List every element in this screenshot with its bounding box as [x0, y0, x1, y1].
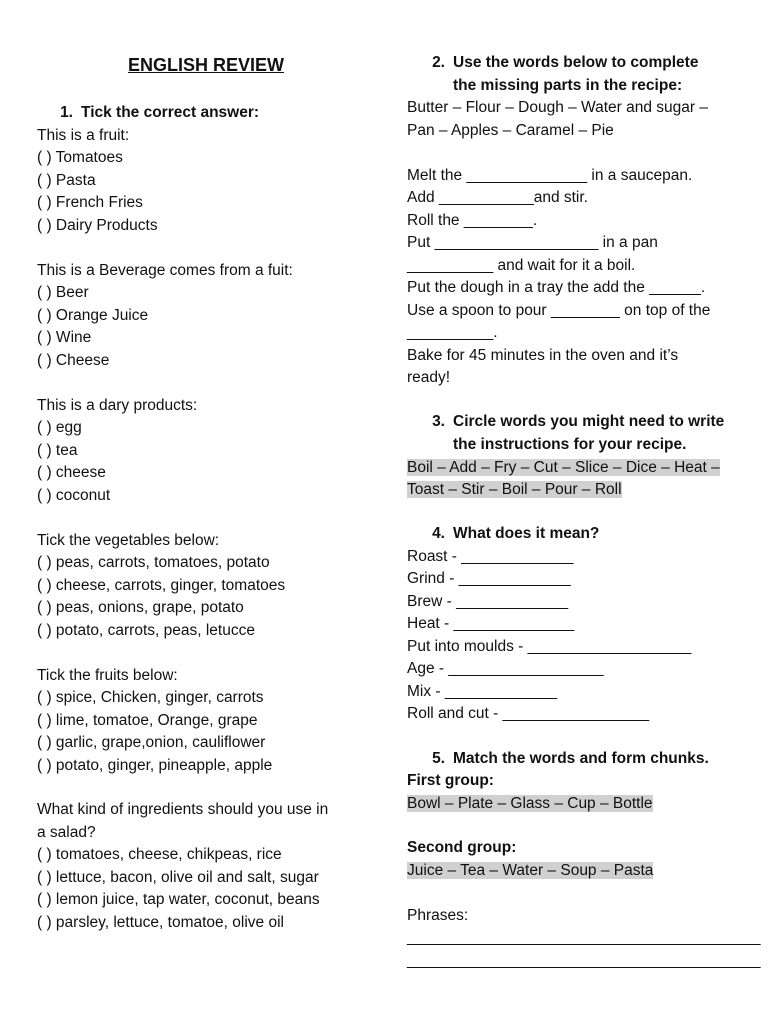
answer-option: ( ) garlic, grape,onion, cauliflower: [37, 734, 266, 751]
question-text: the missing parts in the recipe:: [453, 77, 683, 94]
definition-line: Mix - _____________: [407, 683, 557, 700]
recipe-line: __________.: [407, 324, 498, 341]
recipe-line: ready!: [407, 369, 451, 386]
answer-option: ( ) spice, Chicken, ginger, carrots: [37, 689, 264, 706]
question-number: 2.: [432, 54, 445, 71]
definition-line: Grind - _____________: [407, 570, 571, 587]
word-bank: Butter – Flour – Dough – Water and sugar –: [407, 99, 708, 116]
prompt-text: a salad?: [37, 824, 96, 841]
phrases-label: Phrases:: [407, 907, 469, 924]
question-number: 3.: [432, 413, 445, 430]
question-number: 5.: [432, 750, 445, 767]
question-number: 4.: [432, 525, 445, 542]
answer-option: ( ) Beer: [37, 284, 89, 301]
recipe-line: Melt the ______________ in a saucepan.: [407, 167, 693, 184]
prompt-text: Tick the fruits below:: [37, 667, 178, 684]
question-text: What does it mean?: [453, 525, 600, 542]
prompt-text: This is a dary products:: [37, 397, 198, 414]
recipe-line: Add ___________and stir.: [407, 189, 588, 206]
answer-option: ( ) lemon juice, tap water, coconut, beans: [37, 891, 320, 908]
answer-option: ( ) egg: [37, 419, 82, 436]
word-bank: [407, 458, 720, 478]
answer-option: ( ) Tomatoes: [37, 149, 123, 166]
question-text: Match the words and form chunks.: [453, 750, 709, 767]
answer-option: ( ) Cheese: [37, 352, 110, 369]
highlighted-words: Bowl – Plate – Glass – Cup – Bottle: [407, 795, 653, 812]
definition-line: Put into moulds - ___________________: [407, 638, 692, 655]
answer-option: ( ) potato, ginger, pineapple, apple: [37, 757, 273, 774]
recipe-line: Bake for 45 minutes in the oven and it’s: [407, 347, 679, 364]
answer-option: ( ) Orange Juice: [37, 307, 149, 324]
highlighted-words: Boil – Add – Fry – Cut – Slice – Dice – Heat –: [407, 459, 720, 476]
question-5-heading: [429, 749, 709, 769]
word-bank: [407, 480, 622, 500]
prompt-text: Tick the vegetables below:: [37, 532, 220, 549]
highlighted-words: Juice – Tea – Water – Soup – Pasta: [407, 862, 654, 879]
answer-option: ( ) cheese: [37, 464, 106, 481]
question-4-heading: [429, 524, 599, 544]
answer-option: ( ) lime, tomatoe, Orange, grape: [37, 712, 258, 729]
word-bank: Pan – Apples – Caramel – Pie: [407, 122, 614, 139]
page-title: ENGLISH REVIEW: [128, 55, 285, 75]
definition-line: Heat - ______________: [407, 615, 575, 632]
word-bank: [407, 861, 653, 881]
answer-option: ( ) potato, carrots, peas, letucce: [37, 622, 255, 639]
definition-line: Roast - _____________: [407, 548, 574, 565]
group-label: First group:: [407, 772, 494, 789]
answer-option: ( ) Wine: [37, 329, 92, 346]
recipe-line: __________ and wait for it a boil.: [407, 257, 636, 274]
answer-option: ( ) Pasta: [37, 172, 96, 189]
recipe-line: Roll the ________.: [407, 212, 538, 229]
definition-line: Age - __________________: [407, 660, 604, 677]
answer-option: ( ) coconut: [37, 487, 111, 504]
answer-option: ( ) lettuce, bacon, olive oil and salt, sugar: [37, 869, 319, 886]
question-text: the instructions for your recipe.: [453, 436, 687, 453]
answer-option: ( ) peas, onions, grape, potato: [37, 599, 244, 616]
answer-blank-line: _________________________________________: [407, 929, 761, 946]
highlighted-words: Toast – Stir – Boil – Pour – Roll: [407, 481, 622, 498]
answer-option: ( ) tea: [37, 442, 78, 459]
group-label: Second group:: [407, 839, 517, 856]
recipe-line: Use a spoon to pour ________ on top of the: [407, 302, 711, 319]
answer-blank-line: _________________________________________: [407, 952, 761, 969]
question-3-heading: [429, 412, 724, 432]
question-text: Circle words you might need to write: [453, 413, 725, 430]
question-1-heading: [57, 103, 259, 123]
question-text: Tick the correct answer:: [81, 104, 260, 121]
prompt-text: What kind of ingredients should you use in: [37, 801, 329, 818]
recipe-line: Put the dough in a tray the add the ______.: [407, 279, 706, 296]
answer-option: ( ) cheese, carrots, ginger, tomatoes: [37, 577, 286, 594]
definition-line: Roll and cut - _________________: [407, 705, 650, 722]
recipe-line: Put ___________________ in a pan: [407, 234, 658, 251]
answer-option: ( ) peas, carrots, tomatoes, potato: [37, 554, 270, 571]
answer-option: ( ) French Fries: [37, 194, 143, 211]
question-number: 1.: [60, 104, 73, 121]
answer-option: ( ) parsley, lettuce, tomatoe, olive oil: [37, 914, 284, 931]
question-2-heading: [429, 53, 698, 73]
answer-option: ( ) tomatoes, cheese, chikpeas, rice: [37, 846, 282, 863]
definition-line: Brew - _____________: [407, 593, 569, 610]
prompt-text: This is a fruit:: [37, 127, 130, 144]
prompt-text: This is a Beverage comes from a fuit:: [37, 262, 293, 279]
word-bank: [407, 794, 653, 814]
question-text: Use the words below to complete: [453, 54, 699, 71]
answer-option: ( ) Dairy Products: [37, 217, 158, 234]
